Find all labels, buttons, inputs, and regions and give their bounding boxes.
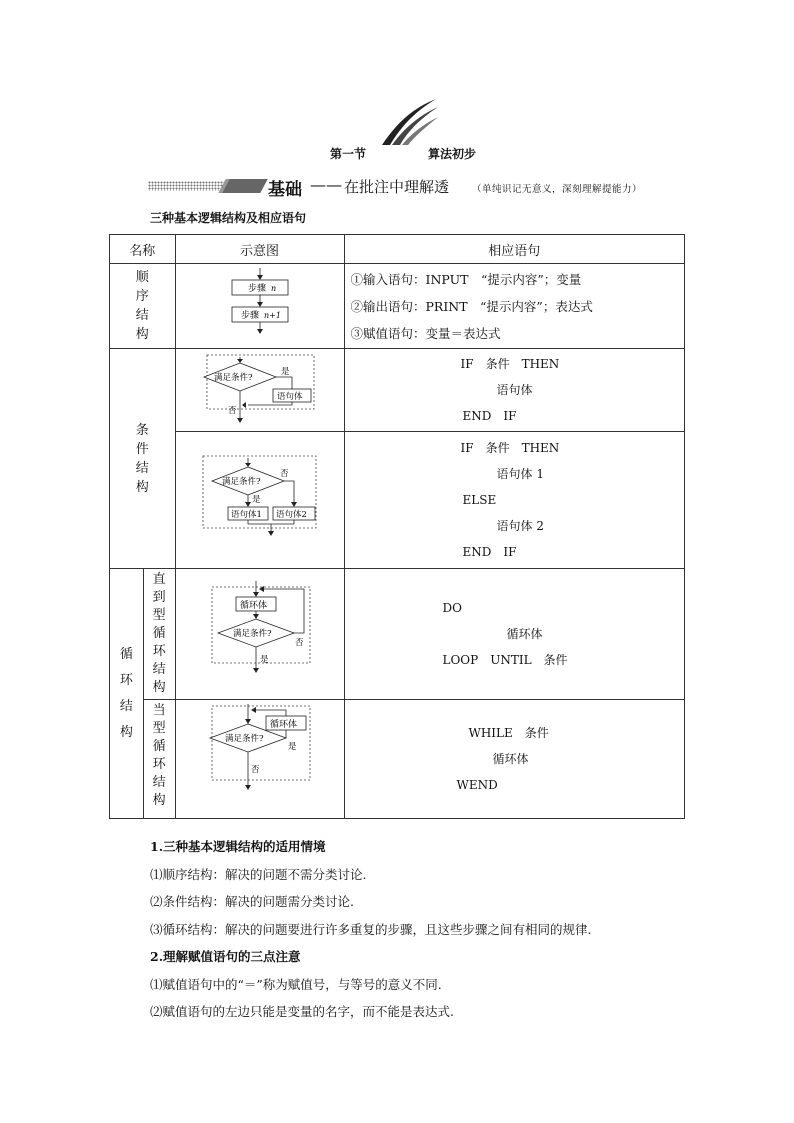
cond-label: 满足条件?	[221, 477, 261, 487]
char: 结	[119, 698, 133, 714]
loop-while-diagram-cell	[175, 700, 344, 819]
code-line: END IF	[462, 545, 517, 559]
body-label: 语句体	[276, 392, 303, 402]
no-label: 否	[227, 406, 237, 416]
no-label: 否	[294, 638, 304, 648]
step-n1-label: 步骤	[240, 311, 259, 321]
char: 序	[135, 289, 149, 304]
char: 结	[152, 775, 166, 790]
char: 构	[135, 479, 149, 495]
note-item: ⑴顺序结构：解决的问题不需分类讨论.	[150, 866, 367, 882]
code-line: 循环体	[506, 627, 543, 641]
sequence-diagram	[176, 264, 344, 344]
loop-until-diagram-cell	[175, 569, 344, 700]
char: 条	[135, 422, 149, 438]
body1-label: 语句体1	[230, 510, 262, 520]
yes-label: 是	[280, 367, 290, 377]
code-line: 循环体	[492, 752, 529, 766]
assign-statement: ③赋值语句：变量＝表达式	[350, 325, 501, 341]
banner-dots-decoration	[148, 181, 228, 191]
loop-name	[110, 569, 144, 819]
char: 循	[152, 739, 166, 754]
code-line: 语句体	[460, 383, 533, 397]
header-name: 名称	[110, 235, 176, 264]
code-line: 语句体 2	[460, 519, 544, 533]
char: 当	[152, 703, 166, 718]
cond-label: 满足条件?	[232, 629, 272, 639]
no-label: 否	[250, 765, 260, 775]
loop-while-name	[143, 700, 175, 819]
loop-until-name	[143, 569, 175, 700]
code-line: LOOP UNTIL 条件	[442, 653, 568, 667]
code-line: DO	[442, 601, 462, 615]
header-diagram: 示意图	[175, 235, 344, 264]
note-heading-2: 2.理解赋值语句的三点注意	[150, 949, 301, 964]
conditional-diagram-1-cell	[175, 349, 344, 432]
table-row-loop-until	[110, 569, 685, 700]
structures-table	[109, 234, 685, 819]
step-n-var: n	[270, 284, 276, 293]
cond-label: 满足条件?	[213, 373, 253, 383]
yes-label: 是	[259, 655, 269, 665]
table-row-sequence	[110, 264, 685, 349]
section-number: 第一节	[330, 147, 367, 161]
char: 构	[135, 327, 149, 342]
char: 到	[152, 590, 166, 605]
print-statement: ②输出语句：PRINT “提示内容”；表达式	[350, 298, 593, 314]
sequence-statements	[344, 264, 685, 349]
conditional-name	[110, 349, 176, 569]
note-item: ⑴赋值语句中的“＝”称为赋值号，与等号的意义不同.	[150, 976, 442, 992]
banner-bar-decoration	[222, 179, 267, 193]
table-row-loop-while	[110, 700, 685, 819]
code-line: IF 条件 THEN	[460, 441, 560, 455]
char: 循	[152, 626, 166, 641]
code-line: 语句体 1	[460, 467, 544, 481]
note-item: ⑶循环结构：解决的问题要进行许多重复的步骤，且这些步骤之间有相同的规律.	[150, 921, 592, 937]
char: 构	[152, 793, 166, 808]
loop-while-code	[344, 700, 685, 819]
body2-label: 语句体2	[275, 510, 307, 520]
yes-label: 是	[251, 495, 261, 505]
body-label: 循环体	[239, 601, 267, 611]
conditional-diagram-1	[176, 349, 344, 427]
char: 结	[152, 662, 166, 677]
loop-while-diagram	[176, 700, 344, 814]
page-title	[330, 145, 476, 162]
section-heading: 三种基本逻辑结构及相应语句	[150, 211, 307, 225]
char: 结	[135, 308, 149, 323]
section-title: 算法初步	[428, 147, 477, 161]
char: 环	[152, 644, 166, 659]
banner-main: 基础	[268, 180, 302, 200]
char: 结	[135, 460, 149, 476]
table-header-row	[110, 235, 685, 264]
notes-section	[150, 833, 591, 1026]
body-label: 循环体	[269, 720, 297, 730]
code-line: ELSE	[462, 493, 497, 507]
cond-label: 满足条件?	[224, 734, 264, 744]
char: 顺	[135, 270, 149, 285]
code-line: IF 条件 THEN	[460, 357, 560, 371]
banner-sub: 在批注中理解透	[344, 178, 450, 196]
conditional-code-1	[344, 349, 685, 432]
loop-until-diagram	[176, 569, 344, 695]
note-item: ⑵赋值语句的左边只能是变量的名字，而不能是表达式.	[150, 1004, 454, 1019]
banner-dash: ——	[310, 175, 342, 194]
char: 环	[152, 757, 166, 772]
code-line: WEND	[456, 778, 498, 792]
conditional-code-2	[344, 432, 685, 569]
char: 型	[152, 721, 166, 736]
table-row-conditional-1	[110, 349, 685, 432]
char: 件	[135, 441, 149, 457]
header-statement: 相应语句	[344, 235, 685, 264]
note-heading-1: 1.三种基本逻辑结构的适用情境	[150, 839, 326, 854]
chapter-logo-icon	[380, 97, 440, 147]
table-row-conditional-2	[110, 432, 685, 569]
sequence-name	[110, 264, 176, 349]
no-label: 否	[279, 469, 289, 479]
conditional-diagram-2-cell	[175, 432, 344, 569]
step-n1-var: n+1	[263, 311, 281, 320]
banner-note: （单纯识记无意义，深刻理解提能力）	[472, 184, 643, 195]
char: 型	[152, 608, 166, 623]
code-line: END IF	[462, 409, 517, 423]
loop-until-code	[344, 569, 685, 700]
char: 构	[152, 680, 166, 695]
note-item: ⑵条件结构：解决的问题需分类讨论.	[150, 894, 354, 909]
char: 构	[119, 724, 133, 740]
input-statement: ①输入语句：INPUT “提示内容”；变量	[350, 271, 582, 287]
sequence-diagram-cell	[175, 264, 344, 349]
code-line: WHILE 条件	[468, 726, 549, 740]
yes-label: 是	[287, 742, 297, 752]
step-n-label: 步骤	[247, 284, 266, 294]
conditional-diagram-2	[176, 432, 344, 564]
char: 循	[119, 646, 133, 662]
char: 环	[119, 672, 133, 688]
char: 直	[152, 572, 166, 587]
banner	[148, 175, 688, 200]
